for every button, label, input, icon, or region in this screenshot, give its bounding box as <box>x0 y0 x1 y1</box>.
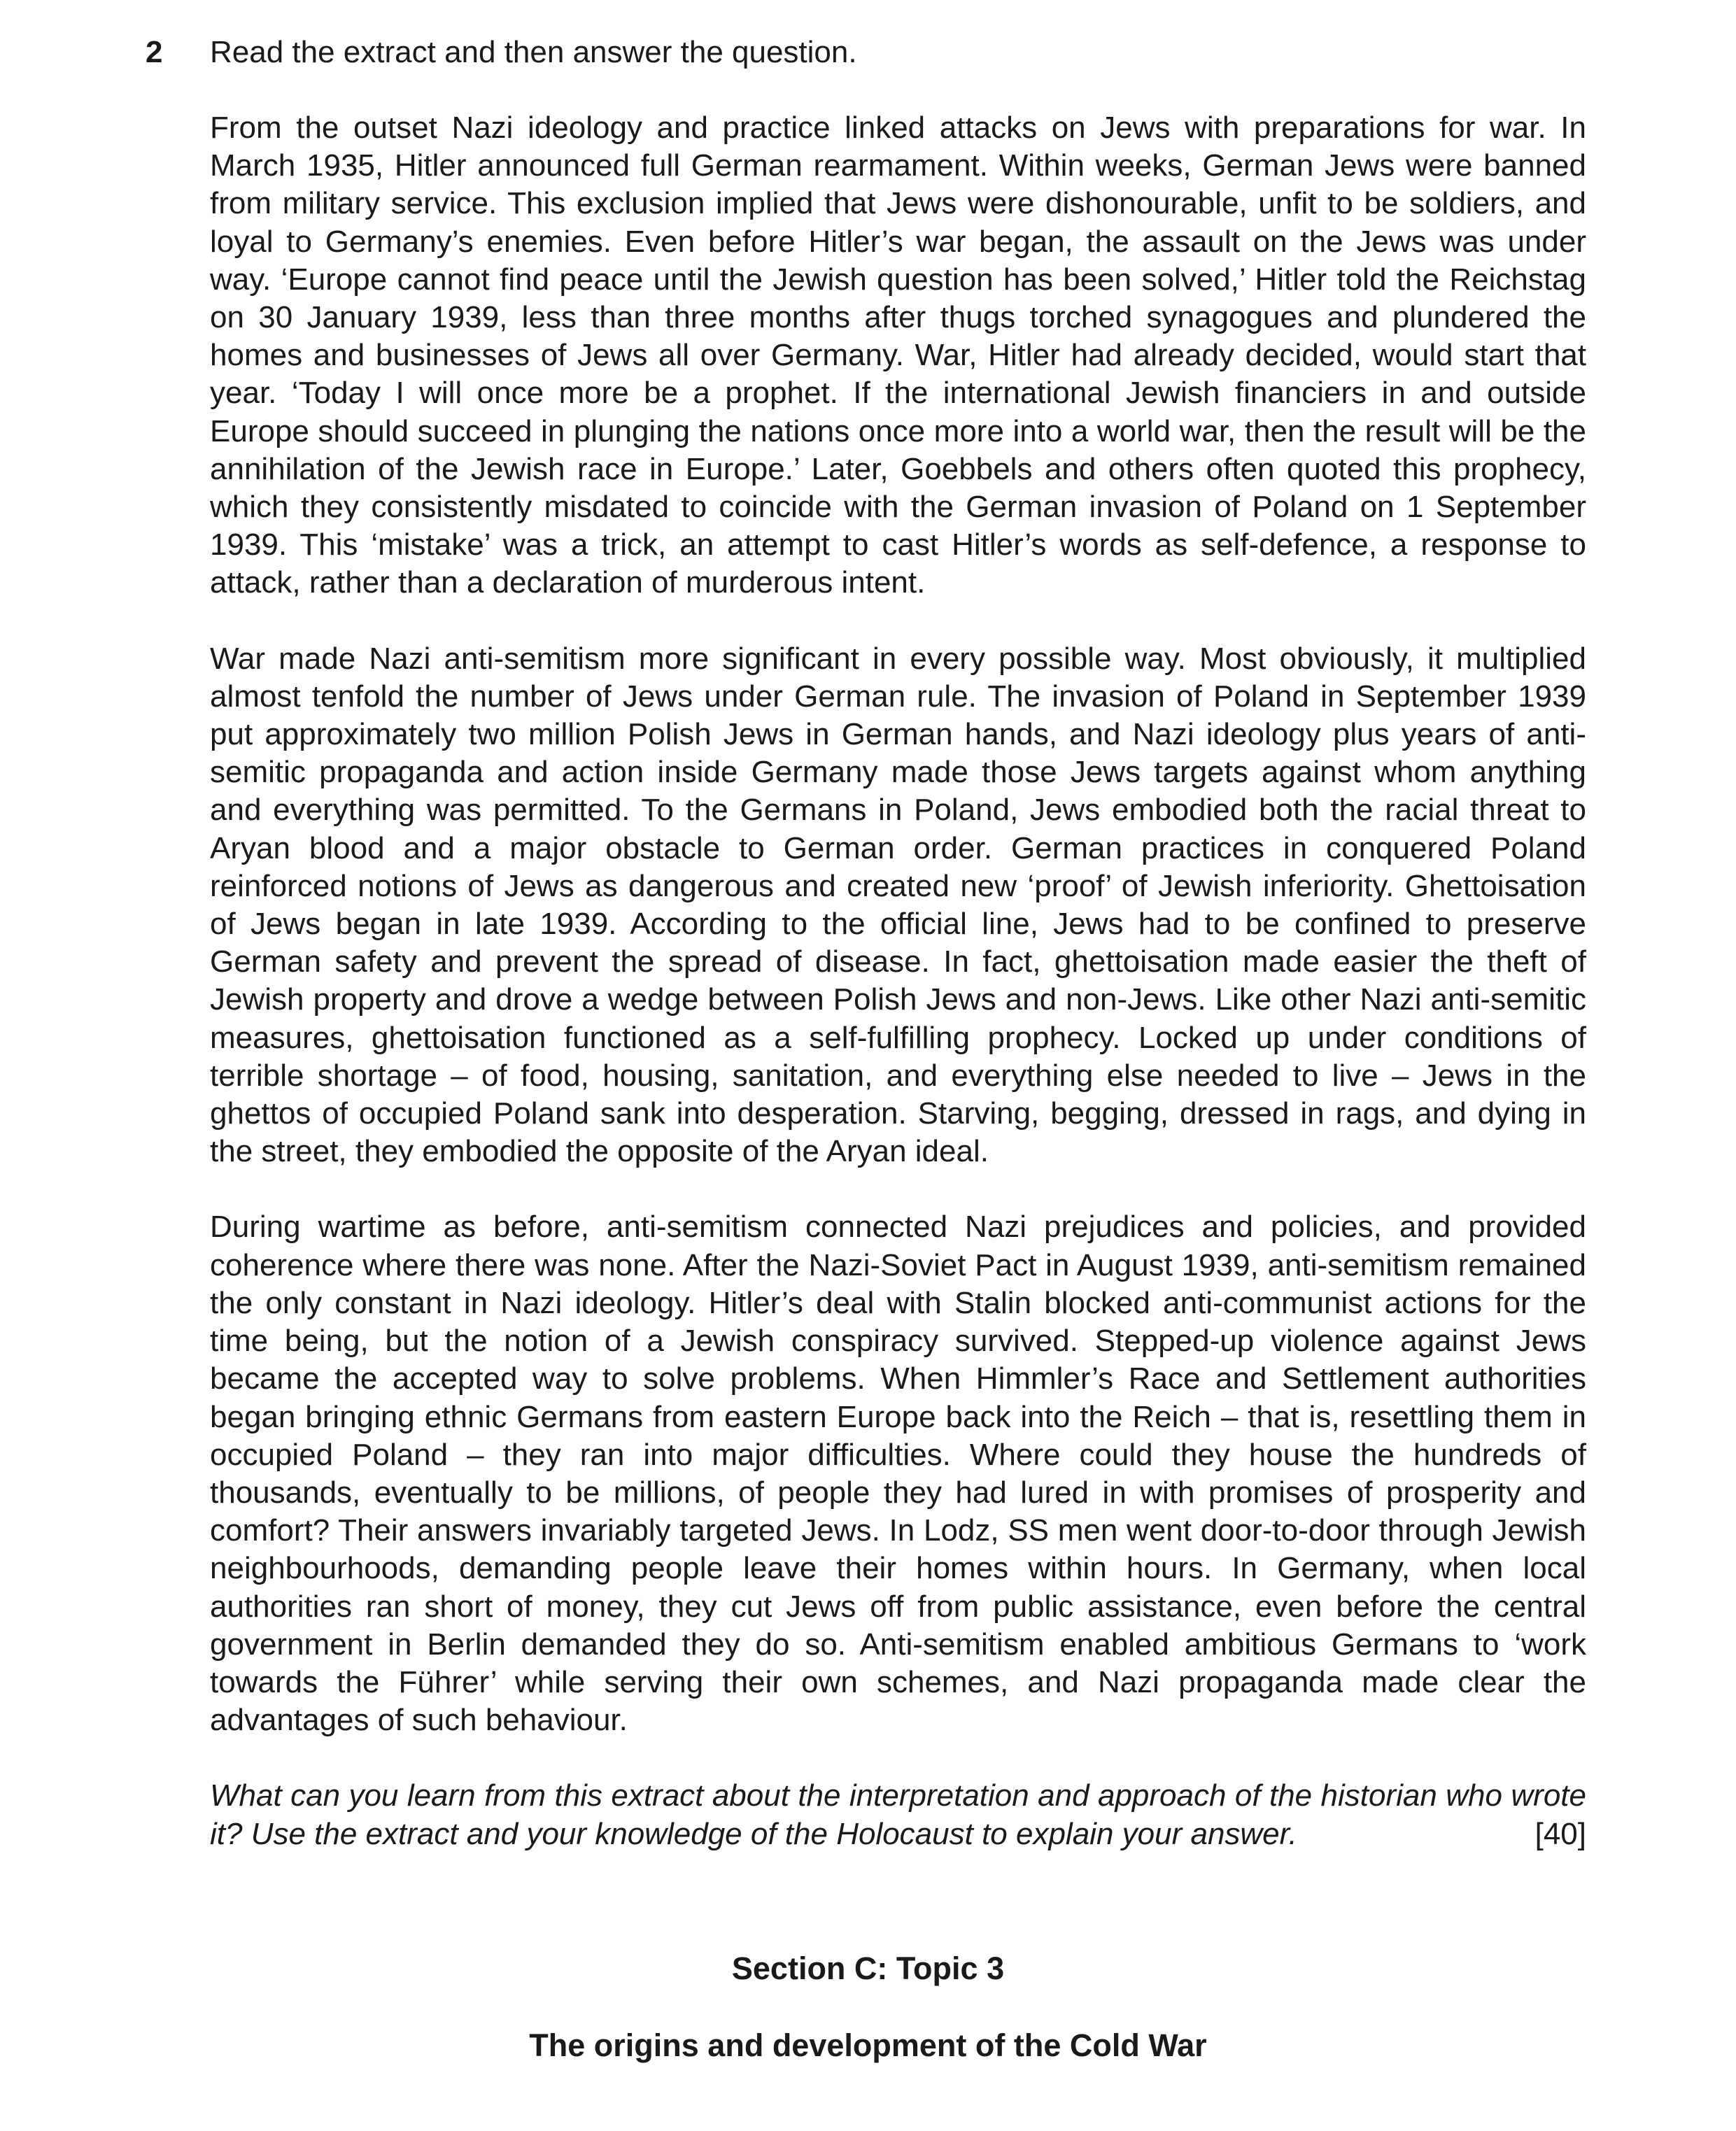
question-prompt <box>210 1777 1586 1853</box>
question-prompt-text: What can you learn from this extract about the interpretation and approach of the historian who wrote it? Use the extract and your knowledge of the Holocaust to explain your answer. <box>210 1778 1586 1851</box>
section-topic: The origins and development of the Cold War <box>529 2027 1207 2063</box>
question-marks: [40] <box>1534 1816 1586 1851</box>
question-instruction: Read the extract and then answer the question. <box>210 35 857 69</box>
extract-paragraph-3: During wartime as before, anti-semitism connected Nazi prejudices and policies, and provided coherence where there was none. After the Nazi-Soviet Pact in August 1939, anti-semitism remained the only constant in Nazi ideology. Hitler’s deal with Stalin blocked anti-communist actions for the time being, but the notion of a Jewish conspiracy survived. Stepped-up violence against Jews became the accepted way to solve problems. When Himmler’s Race and Settlement authorities began bringing ethnic Germans from eastern Europe back into the Reich – that is, resettling them in occupied Poland – they ran into major difficulties. Where could they house the hundreds of thousands, eventually to be millions, of people they had lured in with promises of prosperity and comfort? Their answers invariably targeted Jews. In Lodz, SS men went door-to-door through Jewish neighbourhoods, demanding people leave their homes within hours. In Germany, when local authorities ran short of money, they cut Jews off from public assistance, even before the central government in Berlin demanded they do so. Anti-semitism enabled ambitious Germans to ‘work towards the Führer’ while serving their own schemes, and Nazi propaganda made clear the advantages of such behaviour. <box>210 1210 1586 1738</box>
question-number: 2 <box>146 35 163 69</box>
question-content <box>210 34 1586 1853</box>
extract-paragraph-1: From the outset Nazi ideology and practice linked attacks on Jews with preparations for war. In March 1935, Hitler announced full German rearmament. Within weeks, German Jews were banned from military service. This exclusion implied that Jews were dishonourable, unfit to be soldiers, and loyal to Germany’s enemies. Even before Hitler’s war began, the assault on the Jews was under way. ‘Europe cannot find peace until the Jewish question has been solved,’ Hitler told the Reichstag on 30 January 1939, less than three months after thugs torched synagogues and plundered the homes and businesses of Jews all over Germany. War, Hitler had already decided, would start that year. ‘Today I will once more be a prophet. If the international Jewish financiers in and outside Europe should succeed in plunging the nations once more into a world war, then the result will be the annihilation of the Jewish race in Europe.’ Later, Goebbels and others often quoted this prophecy, which they consistently misdated to coincide with the German invasion of Poland on 1 September 1939. This ‘mistake’ was a trick, an attempt to cast Hitler’s words as self-defence, a response to attack, rather than a declaration of murderous intent. <box>210 111 1586 600</box>
section-title: Section C: Topic 3 <box>731 1951 1005 1986</box>
extract-paragraph-2: War made Nazi anti-semitism more significant in every possible way. Most obviously, it multiplied almost tenfold the number of Jews under German rule. The invasion of Poland in September 1939 put approximately two million Polish Jews in German hands, and Nazi ideology plus years of anti-semitic propaganda and action inside Germany made those Jews targets against whom anything and everything was permitted. To the Germans in Poland, Jews embodied both the racial threat to Aryan blood and a major obstacle to German order. German practices in conquered Poland reinforced notions of Jews as dangerous and created new ‘proof’ of Jewish inferiority. Ghettoisation of Jews began in late 1939. According to the official line, Jews had to be confined to preserve German safety and prevent the spread of disease. In fact, ghettoisation made easier the theft of Jewish property and drove a wedge between Polish Jews and non-Jews. Like other Nazi anti-semitic measures, ghettoisation functioned as a self-fulfilling prophecy. Locked up under conditions of terrible shortage – of food, housing, sanitation, and everything else needed to live – Jews in the ghettos of occupied Poland sank into desperation. Starving, begging, dressed in rags, and dying in the street, they embodied the opposite of the Aryan ideal. <box>210 641 1586 1169</box>
